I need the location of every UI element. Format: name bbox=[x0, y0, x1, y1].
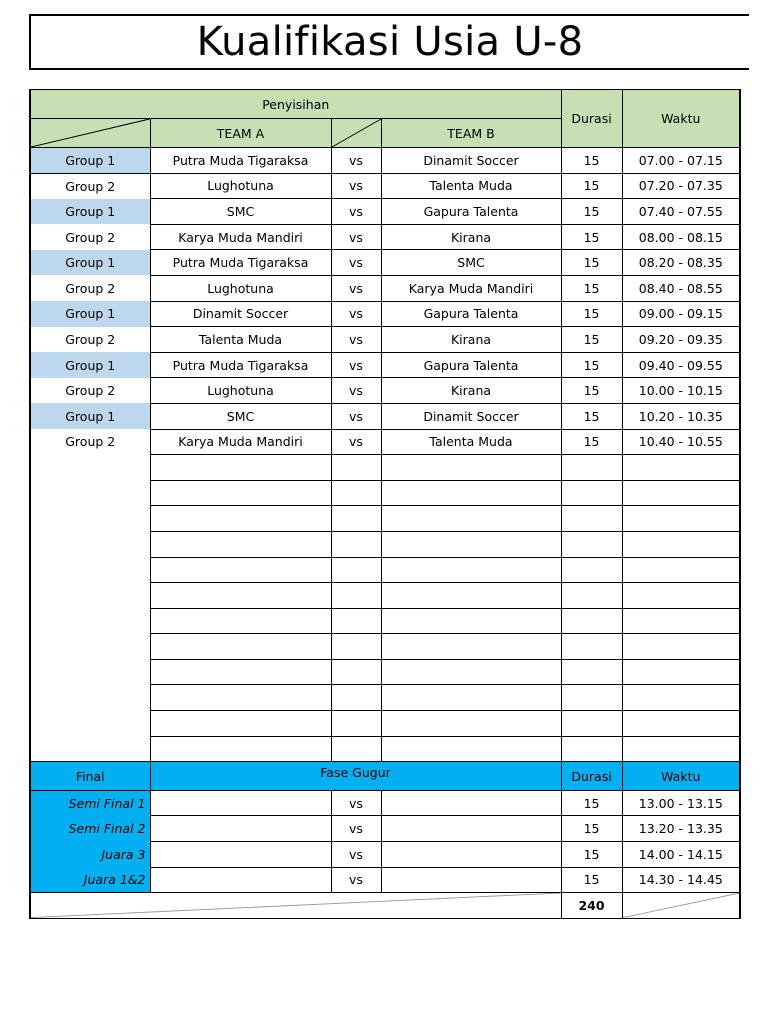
empty-cell bbox=[150, 583, 331, 609]
durasi-cell: 15 bbox=[561, 173, 622, 199]
page-title: Kualifikasi Usia U-8 bbox=[196, 19, 584, 65]
empty-row bbox=[30, 608, 740, 634]
waktu-cell: 10.00 - 10.15 bbox=[622, 378, 740, 404]
team-a-cell: SMC bbox=[150, 403, 331, 429]
empty-cell bbox=[331, 736, 381, 762]
team-b-cell: Gapura Talenta bbox=[381, 301, 561, 327]
vs-cell: vs bbox=[331, 173, 381, 199]
ko-vs-cell: vs bbox=[331, 842, 381, 868]
ko-team-a-cell bbox=[150, 816, 331, 842]
empty-cell bbox=[331, 583, 381, 609]
match-row bbox=[30, 148, 740, 174]
empty-cell bbox=[622, 557, 740, 583]
durasi-cell: 15 bbox=[561, 199, 622, 225]
empty-cell bbox=[622, 685, 740, 711]
group-cell-empty bbox=[30, 506, 150, 532]
empty-cell bbox=[331, 557, 381, 583]
empty-cell bbox=[561, 608, 622, 634]
empty-cell bbox=[622, 480, 740, 506]
team-a-cell: Dinamit Soccer bbox=[150, 301, 331, 327]
empty-cell bbox=[561, 531, 622, 557]
empty-cell bbox=[150, 634, 331, 660]
vs-cell: vs bbox=[331, 301, 381, 327]
empty-cell bbox=[150, 711, 331, 737]
match-row bbox=[30, 352, 740, 378]
empty-cell bbox=[561, 659, 622, 685]
match-row bbox=[30, 173, 740, 199]
match-row bbox=[30, 224, 740, 250]
empty-cell bbox=[150, 531, 331, 557]
team-a-cell: Karya Muda Mandiri bbox=[150, 429, 331, 455]
team-b-cell: Dinamit Soccer bbox=[381, 148, 561, 174]
waktu-cell: 09.00 - 09.15 bbox=[622, 301, 740, 327]
final-header-row bbox=[30, 762, 740, 791]
empty-cell bbox=[331, 608, 381, 634]
waktu-cell: 10.20 - 10.35 bbox=[622, 403, 740, 429]
empty-cell bbox=[561, 506, 622, 532]
empty-row bbox=[30, 736, 740, 762]
match-row bbox=[30, 199, 740, 225]
group-cell-empty bbox=[30, 711, 150, 737]
group-cell: Group 2 bbox=[30, 224, 150, 250]
empty-cell bbox=[381, 634, 561, 660]
ko-team-b-cell bbox=[381, 790, 561, 816]
waktu-cell: 07.40 - 07.55 bbox=[622, 199, 740, 225]
team-b-cell: Karya Muda Mandiri bbox=[381, 275, 561, 301]
empty-cell bbox=[561, 583, 622, 609]
team-b-cell: Gapura Talenta bbox=[381, 199, 561, 225]
group-cell-empty bbox=[30, 480, 150, 506]
group-cell: Group 2 bbox=[30, 327, 150, 353]
empty-cell bbox=[381, 506, 561, 532]
total-row bbox=[30, 893, 740, 919]
match-row bbox=[30, 301, 740, 327]
waktu-cell: 08.40 - 08.55 bbox=[622, 275, 740, 301]
ko-durasi-cell: 15 bbox=[561, 842, 622, 868]
empty-row bbox=[30, 711, 740, 737]
vs-cell: vs bbox=[331, 378, 381, 404]
empty-cell bbox=[150, 455, 331, 481]
team-a-cell: Putra Muda Tigaraksa bbox=[150, 352, 331, 378]
group-cell: Group 1 bbox=[30, 301, 150, 327]
group-cell: Group 2 bbox=[30, 275, 150, 301]
empty-cell bbox=[381, 455, 561, 481]
empty-row bbox=[30, 506, 740, 532]
empty-row bbox=[30, 480, 740, 506]
match-row bbox=[30, 403, 740, 429]
ko-durasi-cell: 15 bbox=[561, 867, 622, 893]
empty-cell bbox=[331, 685, 381, 711]
empty-cell bbox=[622, 711, 740, 737]
team-b-cell: Talenta Muda bbox=[381, 429, 561, 455]
ko-vs-cell: vs bbox=[331, 816, 381, 842]
team-a-cell: SMC bbox=[150, 199, 331, 225]
empty-cell bbox=[381, 659, 561, 685]
vs-cell: vs bbox=[331, 403, 381, 429]
team-a-cell: Talenta Muda bbox=[150, 327, 331, 353]
knockout-label: Semi Final 2 bbox=[30, 816, 150, 842]
ko-waktu-cell: 14.00 - 14.15 bbox=[622, 842, 740, 868]
empty-cell bbox=[150, 659, 331, 685]
diagonal-cell-vs bbox=[331, 119, 381, 148]
durasi-cell: 15 bbox=[561, 224, 622, 250]
empty-row bbox=[30, 634, 740, 660]
group-cell-empty bbox=[30, 736, 150, 762]
final-label: Final bbox=[30, 762, 150, 791]
durasi-cell: 15 bbox=[561, 327, 622, 353]
ko-waktu-header: Waktu bbox=[622, 762, 740, 791]
fase-gugur-header: Fase Gugur bbox=[150, 762, 561, 791]
team-a-cell: Lughotuna bbox=[150, 378, 331, 404]
team-b-cell: SMC bbox=[381, 250, 561, 276]
knockout-row bbox=[30, 842, 740, 868]
empty-cell bbox=[561, 455, 622, 481]
ko-waktu-cell: 13.20 - 13.35 bbox=[622, 816, 740, 842]
durasi-cell: 15 bbox=[561, 275, 622, 301]
empty-row bbox=[30, 557, 740, 583]
vs-cell: vs bbox=[331, 224, 381, 250]
vs-cell: vs bbox=[331, 199, 381, 225]
match-row bbox=[30, 429, 740, 455]
knockout-label: Juara 1&2 bbox=[30, 867, 150, 893]
empty-cell bbox=[622, 583, 740, 609]
ko-team-a-cell bbox=[150, 867, 331, 893]
empty-cell bbox=[622, 634, 740, 660]
durasi-cell: 15 bbox=[561, 378, 622, 404]
match-row bbox=[30, 327, 740, 353]
total-diagonal-cell bbox=[30, 893, 561, 919]
empty-cell bbox=[381, 583, 561, 609]
vs-cell: vs bbox=[331, 429, 381, 455]
empty-cell bbox=[622, 736, 740, 762]
group-cell: Group 1 bbox=[30, 352, 150, 378]
waktu-cell: 07.00 - 07.15 bbox=[622, 148, 740, 174]
group-cell: Group 2 bbox=[30, 429, 150, 455]
team-b-header: TEAM B bbox=[381, 119, 561, 148]
group-cell: Group 1 bbox=[30, 148, 150, 174]
durasi-cell: 15 bbox=[561, 352, 622, 378]
empty-cell bbox=[622, 455, 740, 481]
group-cell: Group 1 bbox=[30, 250, 150, 276]
durasi-cell: 15 bbox=[561, 148, 622, 174]
ko-durasi-header: Durasi bbox=[561, 762, 622, 791]
durasi-cell: 15 bbox=[561, 429, 622, 455]
team-b-cell: Talenta Muda bbox=[381, 173, 561, 199]
penyisihan-header: Penyisihan bbox=[30, 90, 561, 119]
match-row bbox=[30, 275, 740, 301]
empty-cell bbox=[381, 685, 561, 711]
waktu-header: Waktu bbox=[622, 90, 740, 148]
empty-cell bbox=[150, 736, 331, 762]
empty-cell bbox=[381, 608, 561, 634]
team-a-header: TEAM A bbox=[150, 119, 331, 148]
empty-cell bbox=[381, 480, 561, 506]
ko-vs-cell: vs bbox=[331, 790, 381, 816]
match-row bbox=[30, 250, 740, 276]
empty-cell bbox=[150, 506, 331, 532]
empty-cell bbox=[331, 659, 381, 685]
empty-cell bbox=[331, 531, 381, 557]
empty-cell bbox=[331, 634, 381, 660]
ko-waktu-cell: 13.00 - 13.15 bbox=[622, 790, 740, 816]
match-row bbox=[30, 378, 740, 404]
durasi-header: Durasi bbox=[561, 90, 622, 148]
group-cell-empty bbox=[30, 455, 150, 481]
ko-team-b-cell bbox=[381, 842, 561, 868]
knockout-row bbox=[30, 816, 740, 842]
total-durasi: 240 bbox=[561, 893, 622, 919]
empty-cell bbox=[150, 685, 331, 711]
ko-durasi-cell: 15 bbox=[561, 816, 622, 842]
waktu-cell: 09.40 - 09.55 bbox=[622, 352, 740, 378]
team-a-cell: Lughotuna bbox=[150, 275, 331, 301]
group-cell-empty bbox=[30, 583, 150, 609]
durasi-cell: 15 bbox=[561, 403, 622, 429]
team-b-cell: Gapura Talenta bbox=[381, 352, 561, 378]
ko-team-a-cell bbox=[150, 790, 331, 816]
empty-row bbox=[30, 455, 740, 481]
total-diagonal-waktu bbox=[622, 893, 740, 919]
diagonal-cell-left bbox=[30, 119, 150, 148]
ko-vs-cell: vs bbox=[331, 867, 381, 893]
team-b-cell: Kirana bbox=[381, 378, 561, 404]
empty-cell bbox=[150, 557, 331, 583]
empty-cell bbox=[381, 531, 561, 557]
ko-durasi-cell: 15 bbox=[561, 790, 622, 816]
ko-team-b-cell bbox=[381, 867, 561, 893]
empty-cell bbox=[331, 506, 381, 532]
empty-cell bbox=[561, 685, 622, 711]
empty-cell bbox=[331, 480, 381, 506]
waktu-cell: 07.20 - 07.35 bbox=[622, 173, 740, 199]
group-cell: Group 1 bbox=[30, 403, 150, 429]
schedule-table bbox=[29, 89, 741, 919]
group-cell-empty bbox=[30, 634, 150, 660]
group-cell-empty bbox=[30, 659, 150, 685]
knockout-label: Semi Final 1 bbox=[30, 790, 150, 816]
ko-team-a-cell bbox=[150, 842, 331, 868]
vs-cell: vs bbox=[331, 352, 381, 378]
team-b-cell: Kirana bbox=[381, 224, 561, 250]
durasi-cell: 15 bbox=[561, 301, 622, 327]
vs-cell: vs bbox=[331, 275, 381, 301]
waktu-cell: 09.20 - 09.35 bbox=[622, 327, 740, 353]
empty-cell bbox=[561, 711, 622, 737]
waktu-cell: 08.20 - 08.35 bbox=[622, 250, 740, 276]
team-a-cell: Putra Muda Tigaraksa bbox=[150, 250, 331, 276]
empty-cell bbox=[331, 711, 381, 737]
empty-cell bbox=[561, 736, 622, 762]
group-cell: Group 2 bbox=[30, 173, 150, 199]
knockout-row bbox=[30, 867, 740, 893]
empty-cell bbox=[331, 455, 381, 481]
empty-row bbox=[30, 659, 740, 685]
team-a-cell: Lughotuna bbox=[150, 173, 331, 199]
team-a-cell: Putra Muda Tigaraksa bbox=[150, 148, 331, 174]
ko-team-b-cell bbox=[381, 816, 561, 842]
empty-cell bbox=[622, 506, 740, 532]
empty-cell bbox=[561, 557, 622, 583]
empty-cell bbox=[150, 608, 331, 634]
empty-cell bbox=[622, 608, 740, 634]
knockout-label: Juara 3 bbox=[30, 842, 150, 868]
team-a-cell: Karya Muda Mandiri bbox=[150, 224, 331, 250]
waktu-cell: 08.00 - 08.15 bbox=[622, 224, 740, 250]
group-cell: Group 2 bbox=[30, 378, 150, 404]
vs-cell: vs bbox=[331, 327, 381, 353]
group-cell-empty bbox=[30, 608, 150, 634]
vs-cell: vs bbox=[331, 148, 381, 174]
title-box bbox=[29, 14, 749, 70]
empty-row bbox=[30, 583, 740, 609]
group-cell-empty bbox=[30, 557, 150, 583]
empty-cell bbox=[381, 736, 561, 762]
empty-cell bbox=[561, 480, 622, 506]
group-cell: Group 1 bbox=[30, 199, 150, 225]
team-b-cell: Kirana bbox=[381, 327, 561, 353]
empty-row bbox=[30, 531, 740, 557]
empty-cell bbox=[381, 557, 561, 583]
knockout-row bbox=[30, 790, 740, 816]
group-cell-empty bbox=[30, 685, 150, 711]
vs-cell: vs bbox=[331, 250, 381, 276]
durasi-cell: 15 bbox=[561, 250, 622, 276]
team-b-cell: Dinamit Soccer bbox=[381, 403, 561, 429]
ko-waktu-cell: 14.30 - 14.45 bbox=[622, 867, 740, 893]
empty-row bbox=[30, 685, 740, 711]
empty-cell bbox=[150, 480, 331, 506]
empty-cell bbox=[622, 659, 740, 685]
empty-cell bbox=[622, 531, 740, 557]
waktu-cell: 10.40 - 10.55 bbox=[622, 429, 740, 455]
empty-cell bbox=[561, 634, 622, 660]
group-cell-empty bbox=[30, 531, 150, 557]
empty-cell bbox=[381, 711, 561, 737]
